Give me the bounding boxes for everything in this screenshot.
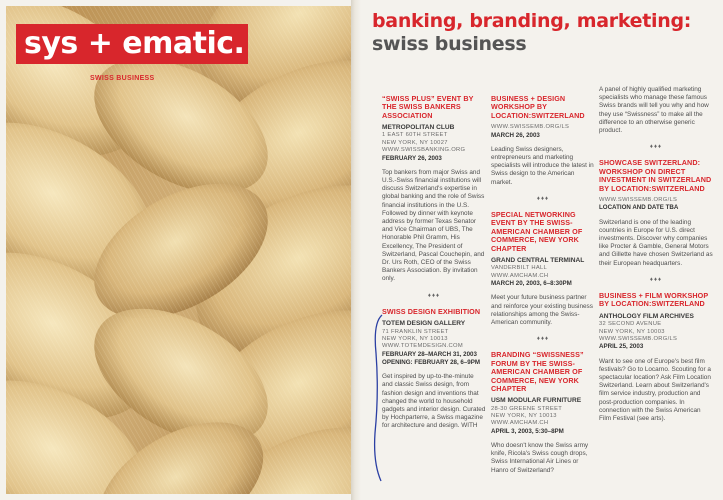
headline-line-2: swiss business xyxy=(372,33,527,55)
event-address-1: 32 SECOND AVENUE xyxy=(599,321,662,328)
event-date: FEBRUARY 26, 2003 xyxy=(382,154,442,162)
cover-tag: SWISS BUSINESS xyxy=(90,75,155,82)
event-description: Get inspired by up-to-the-minute and classic Swiss design, from fashion design and inventions that changed the world to household gadgets and interior design. Curated by Hochparterre, a Swiss magazine for architecture and design. WITH xyxy=(382,373,486,430)
event-website: WWW.SWISSEMB.ORG/LS xyxy=(599,197,678,204)
event-website: WWW.SWISSEMB.ORG/LS xyxy=(491,124,570,131)
event-date: FEBRUARY 28–MARCH 31, 2003 xyxy=(382,350,477,358)
column-3 xyxy=(599,86,713,423)
event-venue: USM MODULAR FURNITURE xyxy=(491,397,582,405)
event-venue: ANTHOLOGY FILM ARCHIVES xyxy=(599,312,694,320)
event-address-1: 1 EAST 60TH STREET xyxy=(382,132,448,139)
event-swiss-plus xyxy=(382,95,486,284)
event-date: MARCH 26, 2003 xyxy=(491,131,540,139)
event-swiss-design-exhibition xyxy=(382,308,486,431)
event-date: LOCATION AND DATE TBA xyxy=(599,204,679,212)
event-branding-swissness xyxy=(491,351,595,474)
event-opening: OPENING: FEBRUARY 28, 6–9PM xyxy=(382,358,480,366)
event-business-film-workshop xyxy=(599,292,713,423)
event-title: SWISS DESIGN EXHIBITION xyxy=(382,306,481,316)
event-venue: GRAND CENTRAL TERMINAL xyxy=(491,257,585,265)
event-website: WWW.SWISSBANKING.ORG xyxy=(382,147,466,154)
event-showcase-switzerland xyxy=(599,159,713,267)
event-address-1: VANDERBILT HALL xyxy=(491,265,548,272)
event-address-2: NEW YORK, NY 10013 xyxy=(382,335,448,342)
event-address-2: NEW YORK, NY 10027 xyxy=(382,139,448,146)
column-2 xyxy=(491,95,595,475)
event-title: SPECIAL NETWORKING EVENT BY THE SWISS-AMERICAN CHAMBER OF COMMERCE, NEW YORK CHAPTER xyxy=(491,210,583,253)
separator: ♦♦♦ xyxy=(649,144,663,151)
event-description: Want to see one of Europe's best film festivals? Go to Locarno. Scouting for a spectacular location? Ask Film Location Switzerland. Learn about Switzerland's film service industry, production and post-production companies. In connection with the Swiss American Film Festival (see arts). xyxy=(599,357,711,422)
event-date: APRIL 3, 2003, 5:30–8PM xyxy=(491,427,564,435)
separator: ♦♦♦ xyxy=(536,195,550,202)
event-title: “SWISS PLUS” EVENT BY THE SWISS BANKERS ASSOCIATION xyxy=(382,94,474,120)
separator: ♦♦♦ xyxy=(427,292,441,299)
event-website: WWW.AMCHAM.CH xyxy=(491,420,549,427)
event-website: WWW.TOTEMDESIGN.COM xyxy=(382,343,463,350)
event-address-1: 71 FRANKLIN STREET xyxy=(382,328,449,335)
separator: ♦♦♦ xyxy=(536,336,550,343)
logo: sys + ematic. xyxy=(16,24,248,64)
event-description: Leading Swiss designers, entrepreneurs and marketing specialists will introduce the latest in Swiss design to the American market. xyxy=(491,145,594,186)
braid-photo xyxy=(6,6,352,494)
event-date: APRIL 25, 2003 xyxy=(599,343,644,351)
event-address-2: NEW YORK, NY 10013 xyxy=(491,412,557,419)
event-business-design-workshop xyxy=(491,95,595,187)
event-venue: METROPOLITAN CLUB xyxy=(382,124,455,132)
event-venue: TOTEM DESIGN GALLERY xyxy=(382,320,466,328)
event-website: WWW.AMCHAM.CH xyxy=(491,272,549,279)
separator: ♦♦♦ xyxy=(649,276,663,283)
headline xyxy=(372,10,691,56)
event-website: WWW.SWISSEMB.ORG/LS xyxy=(599,335,678,342)
event-title: SHOWCASE SWITZERLAND: WORKSHOP ON DIRECT INVESTMENT IN SWITZERLAND BY LOCATION:SWITZERLAND xyxy=(599,158,712,193)
event-title: BUSINESS + FILM WORKSHOP BY LOCATION:SWITZERLAND xyxy=(599,291,709,309)
event-address-1: 28-30 GREENE STREET xyxy=(491,405,563,412)
column-1 xyxy=(382,95,486,431)
event-networking xyxy=(491,211,595,327)
event-title: BRANDING “SWISSNESS” FORUM BY THE SWISS-AMERICAN CHAMBER OF COMMERCE, NEW YORK CHAPTER xyxy=(491,350,584,393)
headline-line-1: banking, branding, marketing: xyxy=(372,10,692,32)
event-description: Switzerland is one of the leading countries in Europe for U.S. direct investments. Discover why companies like Procter & Gamble, General Motors and Gillette have chosen Switzerland as their European headquarters. xyxy=(599,218,713,267)
event-title: BUSINESS + DESIGN WORKSHOP BY LOCATION:SWITZERLAND xyxy=(491,94,585,120)
continued-text: A panel of highly qualified marketing specialists who manage these famous Swiss brands will tell you why and how they use “Swissness” to make all the difference to an otherwise generic product. xyxy=(599,86,709,135)
event-description: Meet your future business partner and reinforce your existing business relationships among the Swiss-American community. xyxy=(491,294,593,326)
event-date: MARCH 20, 2003, 6–8:30PM xyxy=(491,280,572,288)
event-address-2: NEW YORK, NY 10003 xyxy=(599,328,665,335)
event-description: Top bankers from major Swiss and U.S.-Swiss financial institutions will discuss Switzerland's expertise in global banking and the role of Swiss financial institutions in the U.S. Followed by dinner with keynote address by former Texas Senator and Vice Chairman of UBS, The Honorable Phil Gramm, His Excellency, The President of Switzerland, Pascal Couchepin, and Dr. Urs Roth, CEO of the Swiss Bankers Association. By invitation only. xyxy=(382,168,485,283)
cover-page xyxy=(6,6,352,494)
page-gutter xyxy=(351,0,361,500)
event-description: Who doesn't know the Swiss army knife, Ricola's Swiss cough drops, Swiss International Air Lines or Hanro of Switzerland? xyxy=(491,441,589,474)
